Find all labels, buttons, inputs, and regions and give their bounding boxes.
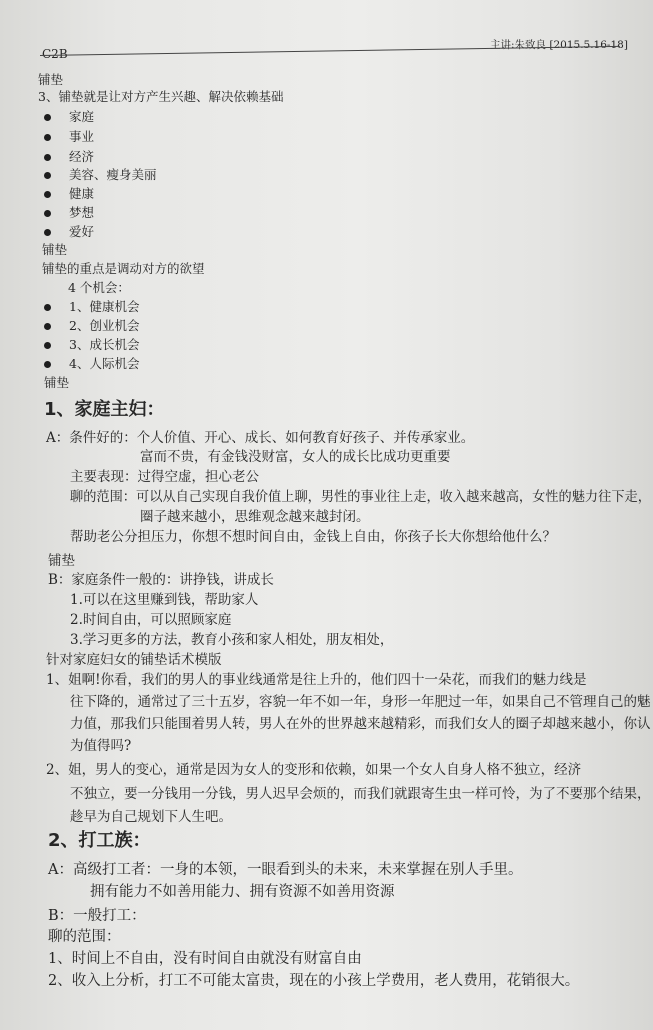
paragraph-line: 拥有能力不如善用能力、拥有资源不如善用资源 bbox=[90, 884, 395, 900]
section-label: 铺垫 bbox=[38, 72, 64, 87]
paragraph-line: 帮助老公分担压力，你想不想时间自由，金钱上自由，你孩子长大你想给他什么？ bbox=[70, 529, 556, 545]
bullet-item: 爱好 bbox=[44, 224, 94, 240]
paragraph-line: 圈子越来越小，思维观念越来越封闭。 bbox=[140, 509, 370, 525]
paragraph-line: 2、收入上分析，打工不可能太富贵，现在的小孩上学费用，老人费用，花销很大。 bbox=[48, 973, 580, 989]
bullet-icon bbox=[44, 114, 51, 121]
paragraph-line: 为值得吗? bbox=[70, 738, 132, 754]
paragraph-line: A：条件好的：个人价值、开心、成长、如何教育好孩子、并传承家业。 bbox=[46, 430, 475, 446]
bullet-icon bbox=[44, 134, 51, 141]
section-title: 1、家庭主妇： bbox=[44, 399, 165, 420]
bullet-icon bbox=[44, 229, 51, 236]
header-lecturer: 主讲:朱致良 [2015.5.16-18] bbox=[490, 39, 628, 51]
paragraph-line: 聊的范围：可以从自己实现自我价值上聊，男性的事业往上走，收入越来越高，女性的魅力往下走， bbox=[70, 489, 651, 505]
bullet-icon bbox=[44, 210, 51, 217]
bullet-item: 3、成长机会 bbox=[44, 337, 139, 353]
paragraph-line: 聊的范围： bbox=[48, 929, 121, 945]
section-label: 铺垫 bbox=[48, 553, 75, 569]
section-label: 铺垫 bbox=[44, 375, 70, 390]
template-heading: 针对家庭妇女的铺垫话术模版 bbox=[46, 652, 222, 668]
paragraph-line: B：一般打工： bbox=[48, 908, 146, 924]
paragraph-line: 力值，那我们只能围着男人转，男人在外的世界越来越精彩，而我们女人的圈子却越来越小，你认 bbox=[70, 716, 651, 732]
header-code: C2B bbox=[42, 47, 68, 61]
point-heading: 铺垫的重点是调动对方的欲望 bbox=[42, 261, 205, 276]
paragraph-line: 3.学习更多的方法，教育小孩和家人相处，朋友相处， bbox=[70, 632, 394, 648]
paragraph-line: 1、姐啊!你看，我们的男人的事业线通常是往上升的，他们四十一朵花，而我们的魅力线是 bbox=[46, 672, 587, 688]
bullet-icon bbox=[44, 361, 51, 368]
sub-heading: 4 个机会： bbox=[68, 280, 130, 295]
bullet-icon bbox=[44, 304, 51, 311]
bullet-item: 1、健康机会 bbox=[44, 299, 139, 315]
bullet-item: 经济 bbox=[44, 149, 94, 165]
bullet-item: 梦想 bbox=[44, 205, 94, 221]
paragraph-line: 往下降的，通常过了三十五岁，容貌一年不如一年，身形一年肥过一年，如果自己不管理自己的魅 bbox=[70, 694, 651, 710]
paragraph-line: 2、姐，男人的变心，通常是因为女人的变形和依赖，如果一个女人自身人格不独立，经济 bbox=[46, 762, 582, 778]
paragraph-line: 1、时间上不自由，没有时间自由就没有财富自由 bbox=[48, 951, 362, 967]
paragraph-line: 2.时间自由，可以照顾家庭 bbox=[70, 612, 232, 628]
bullet-icon bbox=[44, 172, 51, 179]
bullet-item: 2、创业机会 bbox=[44, 318, 139, 334]
bullet-item: 4、人际机会 bbox=[44, 356, 139, 372]
bullet-item: 美容、瘦身美丽 bbox=[44, 167, 157, 183]
paragraph-line: 趁早为自己规划下人生吧。 bbox=[70, 809, 232, 825]
paragraph-line: 不独立，要一分钱用一分钱，男人迟早会烦的，而我们就跟寄生虫一样可怜，为了不要那个结果， bbox=[70, 786, 651, 802]
paragraph-line: 主要表现：过得空虚，担心老公 bbox=[70, 469, 259, 485]
bullet-item: 事业 bbox=[44, 129, 94, 145]
paragraph-line: 1.可以在这里赚到钱，帮助家人 bbox=[70, 592, 259, 608]
bullet-icon bbox=[44, 323, 51, 330]
point-heading: 3、铺垫就是让对方产生兴趣、解决依赖基础 bbox=[38, 89, 284, 104]
section-label: 铺垫 bbox=[42, 242, 68, 257]
section-title: 2、打工族： bbox=[48, 830, 151, 851]
bullet-icon bbox=[44, 342, 51, 349]
bullet-icon bbox=[44, 154, 51, 161]
bullet-item: 家庭 bbox=[44, 109, 94, 125]
paragraph-line: B：家庭条件一般的：讲挣钱，讲成长 bbox=[48, 572, 274, 588]
bullet-item: 健康 bbox=[44, 186, 94, 202]
paragraph-line: A：高级打工者：一身的本领，一眼看到头的未来，未来掌握在别人手里。 bbox=[48, 862, 523, 878]
bullet-icon bbox=[44, 191, 51, 198]
paragraph-line: 富而不贵，有金钱没财富，女人的成长比成功更重要 bbox=[140, 449, 451, 465]
